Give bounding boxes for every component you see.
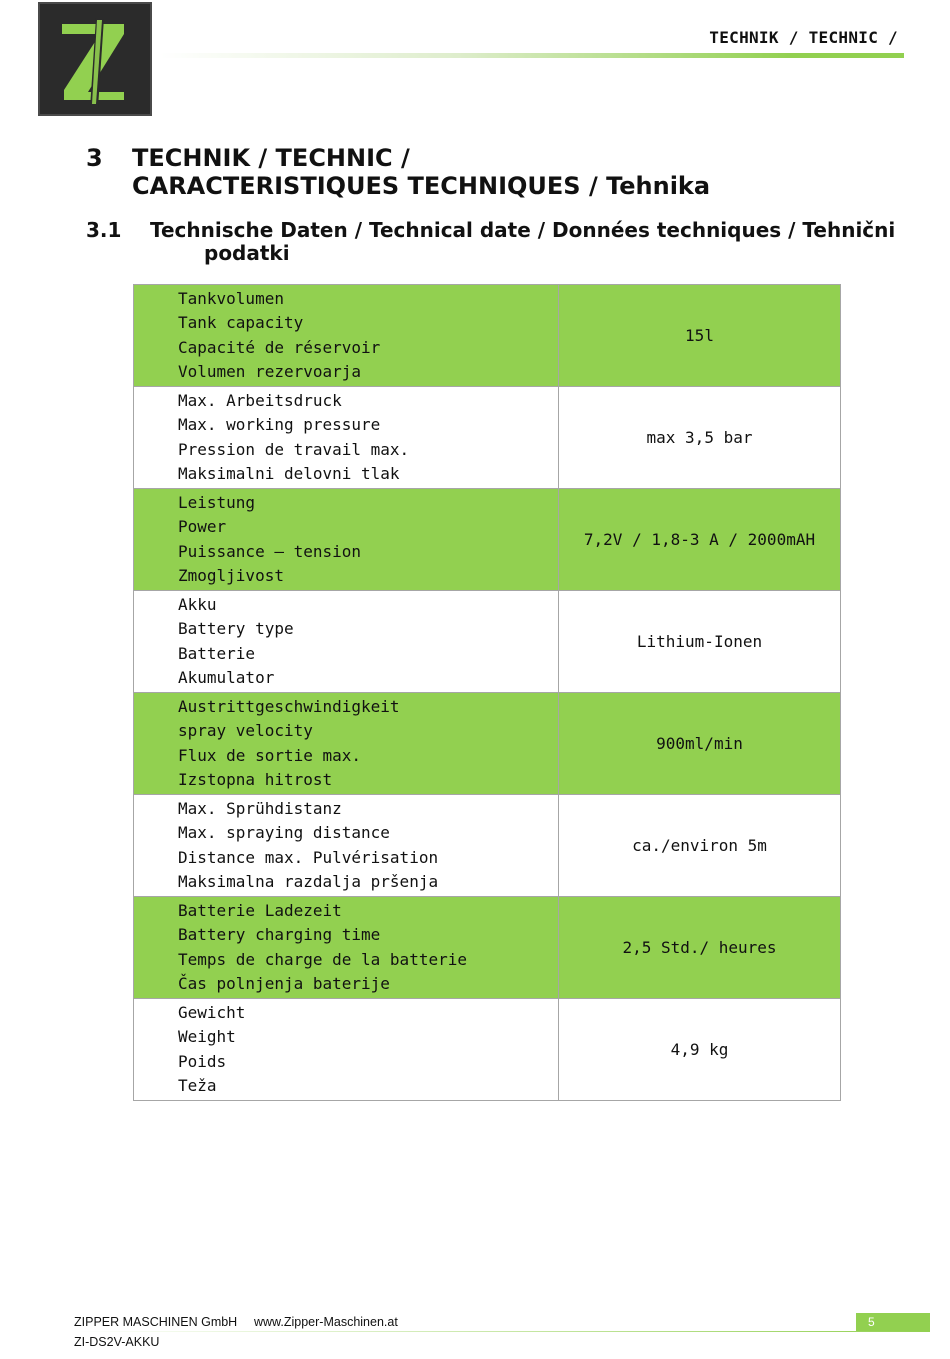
spec-value: 2,5 Std./ heures	[559, 897, 841, 999]
spec-value: ca./environ 5m	[559, 795, 841, 897]
spec-label: Puissance – tension	[178, 541, 362, 561]
spec-label: Weight	[178, 1027, 236, 1047]
spec-label: Gewicht	[178, 1002, 246, 1022]
technical-data-table	[133, 284, 841, 1101]
spec-label-cell	[134, 591, 559, 693]
spec-label: Power	[178, 517, 227, 537]
section-title-line1: TECHNIK / TECHNIC /	[132, 144, 410, 172]
spec-value: 15l	[559, 285, 841, 387]
spec-label: Zmogljivost	[178, 565, 284, 585]
spec-label: Flux de sortie max.	[178, 745, 362, 765]
spec-label: Battery type	[178, 619, 294, 639]
spec-label: Čas polnjenja baterije	[178, 973, 390, 993]
spec-label-cell	[134, 693, 559, 795]
spec-value: Lithium-Ionen	[559, 591, 841, 693]
footer-divider	[74, 1331, 930, 1332]
spec-label-cell	[134, 387, 559, 489]
table-row	[134, 591, 841, 693]
spec-label: Poids	[178, 1051, 227, 1071]
spec-label-cell	[134, 795, 559, 897]
spec-label: Pression de travail max.	[178, 439, 410, 459]
spec-label: Leistung	[178, 492, 256, 512]
table-row	[134, 489, 841, 591]
spec-label: spray velocity	[178, 721, 313, 741]
spec-label-cell	[134, 285, 559, 387]
table-row	[134, 285, 841, 387]
table-row	[134, 693, 841, 795]
spec-label-cell	[134, 897, 559, 999]
spec-label: Akumulator	[178, 667, 275, 687]
spec-label: Temps de charge de la batterie	[178, 949, 467, 969]
spec-label: Max. Sprühdistanz	[178, 798, 342, 818]
spec-label: Maksimalna razdalja pršenja	[178, 871, 439, 891]
footer-company: ZIPPER MASCHINEN GmbH	[74, 1315, 238, 1329]
spec-label: Max. spraying distance	[178, 823, 390, 843]
spec-label-cell	[134, 999, 559, 1101]
spec-label: Tank capacity	[178, 313, 304, 333]
spec-label: Max. working pressure	[178, 415, 381, 435]
spec-label: Max. Arbeitsdruck	[178, 390, 342, 410]
table-row	[134, 999, 841, 1101]
spec-label: Tankvolumen	[178, 288, 284, 308]
spec-value: 900ml/min	[559, 693, 841, 795]
table-row	[134, 387, 841, 489]
spec-label: Battery charging time	[178, 925, 381, 945]
spec-value: 7,2V / 1,8-3 A / 2000mAH	[559, 489, 841, 591]
spec-label: Maksimalni delovni tlak	[178, 463, 400, 483]
spec-label: Batterie	[178, 643, 256, 663]
table-row	[134, 897, 841, 999]
header-divider	[160, 53, 904, 58]
header-title: TECHNIK / TECHNIC /	[709, 28, 898, 47]
spec-label: Akku	[178, 594, 217, 614]
subsection-title-line2: podatki	[204, 241, 290, 265]
spec-label: Teža	[178, 1075, 217, 1095]
page-number: 5	[856, 1313, 930, 1331]
table-row	[134, 795, 841, 897]
spec-label: Batterie Ladezeit	[178, 900, 342, 920]
section-title-line2: CARACTERISTIQUES TECHNIQUES / Tehnika	[132, 172, 711, 200]
spec-label: Izstopna hitrost	[178, 769, 333, 789]
subsection-title-line1: Technische Daten / Technical date / Données techniques / Tehnični	[150, 218, 896, 242]
footer-model: ZI-DS2V-AKKU	[74, 1335, 160, 1349]
section-number: 3	[86, 144, 103, 172]
spec-label: Distance max. Pulvérisation	[178, 847, 439, 867]
section-title	[132, 144, 710, 200]
spec-label: Austrittgeschwindigkeit	[178, 696, 400, 716]
spec-value: 4,9 kg	[559, 999, 841, 1101]
spec-label-cell	[134, 489, 559, 591]
spec-value: max 3,5 bar	[559, 387, 841, 489]
zipper-z-logo-icon	[38, 2, 152, 116]
footer-website-link[interactable]: www.Zipper-Maschinen.at	[254, 1315, 398, 1329]
spec-label: Volumen rezervoarja	[178, 361, 362, 381]
subsection-number: 3.1	[86, 218, 122, 242]
spec-label: Capacité de réservoir	[178, 337, 381, 357]
